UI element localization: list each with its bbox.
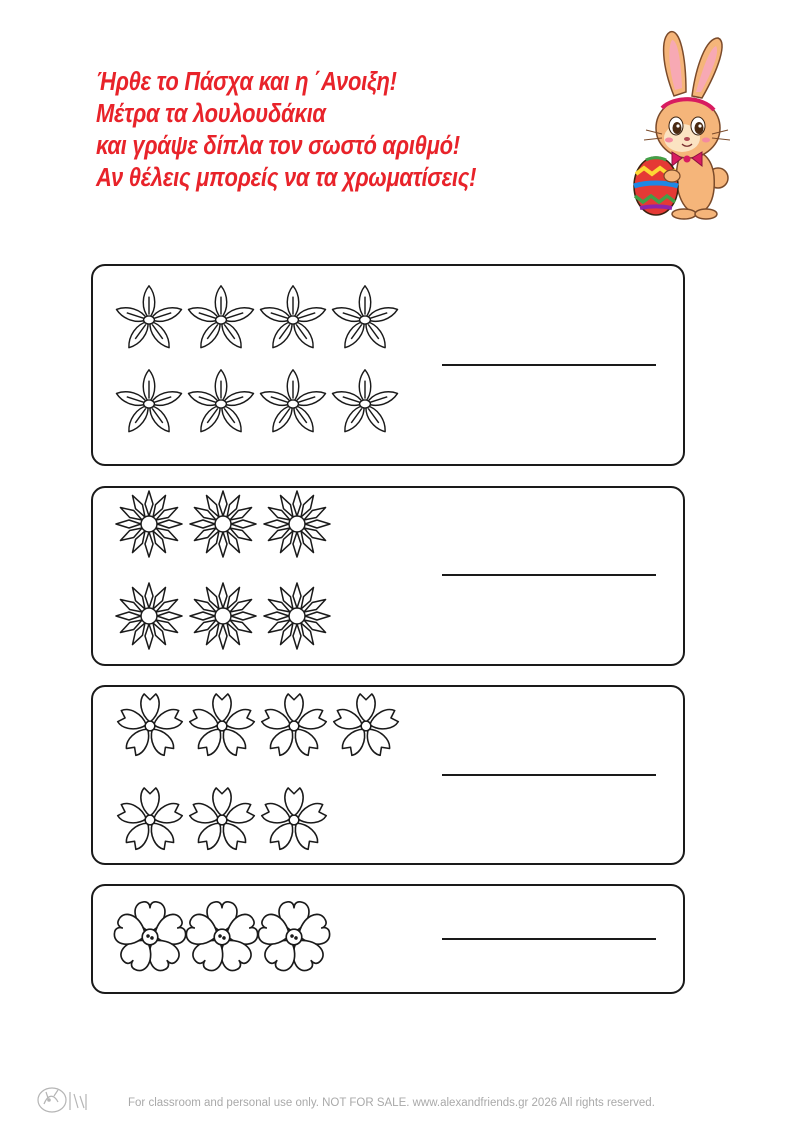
daisy-flower-icon xyxy=(261,488,333,560)
lily-flower-icon xyxy=(113,368,185,440)
daisy-flower-icon xyxy=(113,580,185,652)
footer-copyright: For classroom and personal use only. NOT FOR SALE. www.alexandfriends.gr 2026 All rights reserved. xyxy=(128,1097,655,1109)
title-line-3: και γράψε δίπλα τον σωστό αριθμό! xyxy=(96,132,460,160)
exercise-box-2 xyxy=(91,486,685,666)
lily-flower-icon xyxy=(257,284,329,356)
star-flower-icon xyxy=(259,785,329,855)
round-flower-icon xyxy=(113,900,187,974)
star-flower-icon xyxy=(187,785,257,855)
lily-flower-icon xyxy=(329,368,401,440)
answer-line-4[interactable] xyxy=(442,938,656,940)
answer-line-3[interactable] xyxy=(442,774,656,776)
title-line-4: Αν θέλεις μπορείς να τα χρωματίσεις! xyxy=(96,164,477,192)
daisy-flower-icon xyxy=(113,488,185,560)
answer-line-1[interactable] xyxy=(442,364,656,366)
answer-line-2[interactable] xyxy=(442,574,656,576)
lily-flower-icon xyxy=(329,284,401,356)
star-flower-icon xyxy=(115,691,185,761)
lily-flower-icon xyxy=(185,368,257,440)
alexandfriends-logo-icon xyxy=(34,1082,92,1116)
star-flower-icon xyxy=(259,691,329,761)
title-line-1: Ήρθε το Πάσχα και η ΄Ανοιξη! xyxy=(96,68,397,96)
bunny-with-easter-egg-icon xyxy=(622,26,740,222)
daisy-flower-icon xyxy=(261,580,333,652)
lily-flower-icon xyxy=(257,368,329,440)
title-line-2: Μέτρα τα λουλουδάκια xyxy=(96,100,326,128)
lily-flower-icon xyxy=(185,284,257,356)
lily-flower-icon xyxy=(113,284,185,356)
worksheet-title xyxy=(96,66,616,194)
star-flower-icon xyxy=(331,691,401,761)
star-flower-icon xyxy=(115,785,185,855)
daisy-flower-icon xyxy=(187,488,259,560)
round-flower-icon xyxy=(185,900,259,974)
star-flower-icon xyxy=(187,691,257,761)
daisy-flower-icon xyxy=(187,580,259,652)
round-flower-icon xyxy=(257,900,331,974)
